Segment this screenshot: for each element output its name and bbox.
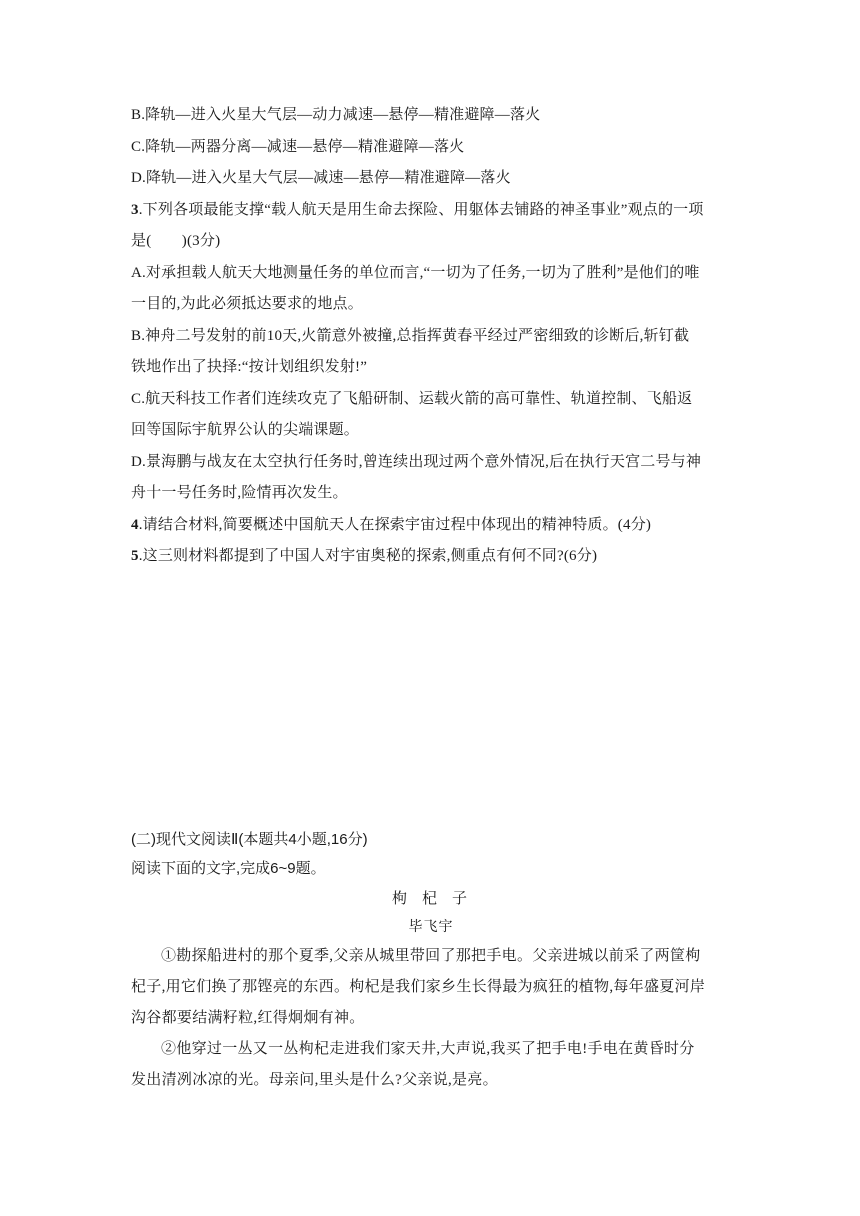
paragraph-2 xyxy=(131,1034,731,1096)
paragraph-1-line-1: ①勘探船进村的那个夏季,父亲从城里带回了那把手电。父亲进城以前采了两筐枸 xyxy=(161,947,701,964)
section-2 xyxy=(131,825,731,1096)
q2-option-c: C.降轨—两器分离—减速—悬停—精准避障—落火 xyxy=(131,138,465,155)
q3-option-a-line-2: 一目的,为此必须抵达要求的地点。 xyxy=(131,296,363,312)
q3-option-d-line-2: 舟十一号任务时,险情再次发生。 xyxy=(131,485,348,501)
q3-option-c-line-2: 回等国际宇航界公认的尖端课题。 xyxy=(131,422,360,438)
question-5 xyxy=(131,541,731,573)
q3-option-b-line-1: B.神舟二号发射的前10天,火箭意外被撞,总指挥黄春平经过严密细致的诊断后,斩钉截 xyxy=(131,327,690,344)
q2-option-b: B.降轨—进入火星大气层—动力减速—悬停—精准避障—落火 xyxy=(131,107,541,123)
q5-number: 5 xyxy=(131,548,139,564)
q3-option-a-line-1: A.对承担载人航天大地测量任务的单位而言,“一切为了任务,一切为了胜利”是他们的唯 xyxy=(131,264,700,281)
q3-option-c-line-1: C.航天科技工作者们连续攻克了飞船研制、运载火箭的高可靠性、轨道控制、飞船返 xyxy=(131,390,693,407)
article-title: 枸杞子 xyxy=(391,890,482,907)
q3-option-d-line-1: D.景海鹏与战友在太空执行任务时,曾连续出现过两个意外情况,后在执行天宫二号与神 xyxy=(131,453,702,470)
paragraph-1-line-2: 杞子,用它们换了那铿亮的东西。枸杞是我们家乡生长得最为疯狂的植物,每年盛夏河岸 xyxy=(131,978,706,995)
section-heading: (二)现代文阅读Ⅱ(本题共4小题,16分) xyxy=(131,830,368,848)
question-3 xyxy=(131,195,731,510)
q3-stem-line-1 xyxy=(131,195,731,227)
q4-number: 4 xyxy=(131,516,139,533)
paragraph-2-line-1: ②他穿过一丛又一丛枸杞走进我们家天井,大声说,我买了把手电!手电在黄昏时分 xyxy=(161,1040,695,1057)
q3-stem-line-2: 是( )(3分) xyxy=(131,233,221,249)
paragraph-1-line-3: 沟谷都要结满籽粒,红得炯炯有神。 xyxy=(131,1009,365,1026)
q3-number: 3 xyxy=(131,201,139,218)
section-instruction: 阅读下面的文字,完成6~9题。 xyxy=(131,859,326,877)
paragraph-1 xyxy=(131,941,731,1034)
q2-option-d: D.降轨—进入火星大气层—减速—悬停—精准避障—落火 xyxy=(131,170,511,186)
q5-text: .这三则材料都提到了中国人对宇宙奥秘的探索,侧重点有何不同?(6分) xyxy=(138,548,598,564)
exam-page xyxy=(131,100,731,1096)
q2-options xyxy=(131,100,731,195)
answer-space xyxy=(131,573,731,825)
article-author: 毕飞宇 xyxy=(408,919,454,935)
q3-stem-text-1: .下列各项最能支撑“载人航天是用生命去探险、用躯体去铺路的神圣事业”观点的一项 xyxy=(138,201,704,218)
paragraph-2-line-2: 发出清冽冰凉的光。母亲问,里头是什么?父亲说,是亮。 xyxy=(131,1071,498,1088)
question-4 xyxy=(131,510,731,542)
q3-option-b-line-2: 铁地作出了抉择:“按计划组织发射!” xyxy=(131,359,368,375)
q4-text: .请结合材料,简要概述中国航天人在探索宇宙过程中体现出的精神特质。(4分) xyxy=(138,516,652,533)
